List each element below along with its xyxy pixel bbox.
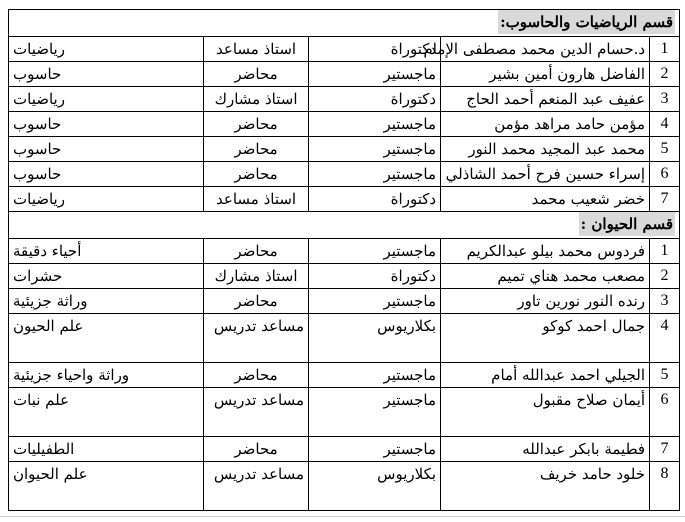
staff-name: مصعب محمد هناي تميم (441, 264, 650, 289)
staff-name: مؤمن حامد مراهد مؤمن (441, 112, 650, 137)
specialization-cell: علم الحيون (9, 314, 204, 363)
degree-cell: دكتوراة (309, 37, 441, 62)
table-row (9, 137, 680, 162)
row-number: 2 (650, 62, 680, 87)
degree-cell: ماجستير (309, 289, 441, 314)
staff-name: محمد عبد المجيد محمد النور (441, 137, 650, 162)
staff-name: د.حسام الدين محمد مصطفى الإمام (441, 37, 650, 62)
staff-name: الفاضل هارون أمين بشير (441, 62, 650, 87)
specialization-cell: حاسوب (9, 112, 204, 137)
table-row (9, 363, 680, 388)
degree-cell: بكلاريوس (309, 462, 441, 511)
table-row (9, 87, 680, 112)
degree-cell: دكتوراة (309, 187, 441, 212)
table-row (9, 462, 680, 511)
specialization-cell: رياضيات (9, 87, 204, 112)
rank-cell: محاضر (204, 239, 309, 264)
staff-name: الجيلي احمد عبدالله أمام (441, 363, 650, 388)
specialization-cell: وراثة جزيئية (9, 289, 204, 314)
rank-cell: محاضر (204, 137, 309, 162)
specialization-cell: أحياء دقيقة (9, 239, 204, 264)
page-divider (0, 516, 685, 517)
degree-cell: ماجستير (309, 437, 441, 462)
row-number: 5 (650, 363, 680, 388)
staff-name: رنده النور نورين تاور (441, 289, 650, 314)
rank-cell: محاضر (204, 363, 309, 388)
row-number: 3 (650, 289, 680, 314)
section-header-row (9, 10, 680, 37)
degree-cell: ماجستير (309, 137, 441, 162)
staff-name: خضر شعيب محمد (441, 187, 650, 212)
table-row (9, 264, 680, 289)
table-row (9, 62, 680, 87)
row-number: 7 (650, 437, 680, 462)
rank-cell: استاذ مشارك (204, 264, 309, 289)
table-row (9, 187, 680, 212)
specialization-cell: حاسوب (9, 162, 204, 187)
rank-cell: محاضر (204, 162, 309, 187)
row-number: 4 (650, 314, 680, 363)
specialization-cell: رياضيات (9, 187, 204, 212)
degree-cell: ماجستير (309, 62, 441, 87)
specialization-cell: رياضيات (9, 37, 204, 62)
rank-cell: مساعد تدريس (204, 388, 309, 437)
section-header-cell (9, 212, 680, 239)
degree-cell: دكتوراة (309, 264, 441, 289)
section-header-row (9, 212, 680, 239)
degree-cell: بكلاريوس (309, 314, 441, 363)
row-number: 2 (650, 264, 680, 289)
table-row (9, 37, 680, 62)
row-number: 4 (650, 112, 680, 137)
specialization-cell: حاسوب (9, 137, 204, 162)
degree-cell: ماجستير (309, 363, 441, 388)
specialization-cell: وراثة واحياء جزيئية (9, 363, 204, 388)
specialization-cell: حشرات (9, 264, 204, 289)
staff-name: فطيمة بابكر عبدالله (441, 437, 650, 462)
staff-name: فردوس محمد بيلو عبدالكريم (441, 239, 650, 264)
rank-cell: استاذ مساعد (204, 37, 309, 62)
row-number: 7 (650, 187, 680, 212)
rank-cell: مساعد تدريس (204, 462, 309, 511)
row-number: 3 (650, 87, 680, 112)
degree-cell: ماجستير (309, 239, 441, 264)
staff-name: جمال احمد كوكو (441, 314, 650, 363)
table-row (9, 388, 680, 437)
staff-name: عفيف عبد المنعم أحمد الحاج (441, 87, 650, 112)
table-row (9, 162, 680, 187)
table-row (9, 239, 680, 264)
row-number: 5 (650, 137, 680, 162)
degree-cell: دكتوراة (309, 87, 441, 112)
staff-name: إسراء حسين فرح أحمد الشاذلي (441, 162, 650, 187)
rank-cell: محاضر (204, 289, 309, 314)
specialization-cell: حاسوب (9, 62, 204, 87)
degree-cell: ماجستير (309, 388, 441, 437)
degree-cell: ماجستير (309, 112, 441, 137)
row-number: 6 (650, 162, 680, 187)
degree-cell: ماجستير (309, 162, 441, 187)
section-header-cell (9, 10, 680, 37)
row-number: 1 (650, 37, 680, 62)
table-row (9, 289, 680, 314)
row-number: 6 (650, 388, 680, 437)
rank-cell: محاضر (204, 62, 309, 87)
rank-cell: مساعد تدريس (204, 314, 309, 363)
table-row (9, 437, 680, 462)
rank-cell: استاذ مشارك (204, 87, 309, 112)
section-title: قسم الحيوان : (579, 212, 675, 236)
specialization-cell: الطفيليات (9, 437, 204, 462)
section-title: قسم الرياضيات والحاسوب: (498, 10, 675, 34)
staff-name: أيمان صلاح مقبول (441, 388, 650, 437)
rank-cell: محاضر (204, 112, 309, 137)
specialization-cell: علم نبات (9, 388, 204, 437)
table-row (9, 112, 680, 137)
staff-table (8, 9, 680, 511)
rank-cell: استاذ مساعد (204, 187, 309, 212)
staff-name: خلود حامد خريف (441, 462, 650, 511)
rank-cell: محاضر (204, 437, 309, 462)
specialization-cell: علم الحيوان (9, 462, 204, 511)
row-number: 1 (650, 239, 680, 264)
row-number: 8 (650, 462, 680, 511)
table-row (9, 314, 680, 363)
